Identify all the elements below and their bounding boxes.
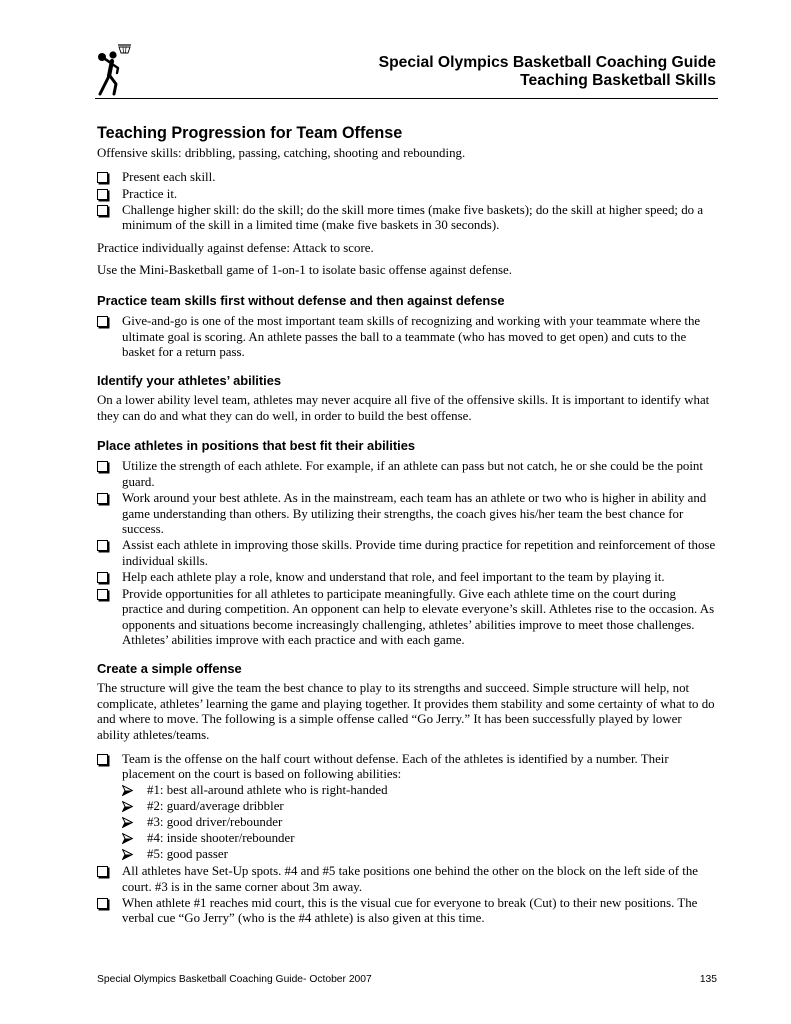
- text-line: Present each skill.: [122, 170, 216, 185]
- text-line: On a lower ability level team, athletes may never acquire all five of the offensive skills. It is important to identify what: [97, 393, 710, 408]
- checkbox-list-item: [97, 587, 757, 649]
- arrow-list-item: [97, 815, 757, 831]
- text-line: basket for a return pass.: [122, 345, 245, 360]
- checkbox-list-item: [97, 314, 757, 361]
- text-line: Assist each athlete in improving those skills. Provide time during practice for repetition and reinforcement of those: [122, 538, 716, 553]
- chapter-title: Teaching Basketball Skills: [520, 72, 716, 89]
- page-body: [97, 124, 757, 927]
- checkbox-list-item: [97, 570, 757, 586]
- paragraph: [97, 393, 757, 424]
- text-line: Offensive skills: dribbling, passing, catching, shooting and rebounding.: [97, 146, 466, 161]
- text-line: Place athletes in positions that best fit their abilities: [97, 438, 416, 454]
- text-line: Provide opportunities for all athletes to participate meaningfully. Give each athlete time on the court during: [122, 586, 677, 601]
- text-line: practice and during competition. An opponent can help to elevate everyone’s skill. Athletes rise to the occasion. As: [122, 602, 715, 617]
- arrow-list-item: [97, 831, 757, 847]
- checkbox-icon: [97, 898, 108, 909]
- arrow-bullet-icon: [122, 801, 133, 812]
- text-line: Work around your best athlete. As in the mainstream, each team has an athlete or two who is higher in ability and: [122, 491, 707, 506]
- text-line: Practice team skills first without defense and then against defense: [97, 292, 505, 308]
- header-divider: [95, 98, 718, 99]
- checkbox-list-item: [97, 752, 757, 783]
- arrow-list-item: [97, 847, 757, 863]
- text-line: #4: inside shooter/rebounder: [147, 831, 295, 846]
- checkbox-list-item: [97, 491, 757, 538]
- checkbox-list-item: [97, 170, 757, 186]
- text-line: #3: good driver/rebounder: [147, 815, 283, 830]
- text-line: ultimate goal is scoring. An athlete passes the ball to a teammate (who has moved to get open) and cuts to the: [122, 329, 687, 344]
- text-line: minimum of the skill in a limited time (make five baskets in 30 seconds).: [122, 218, 500, 233]
- text-line: Team is the offense on the half court without defense. Each of the athletes is identified by a number. Their: [122, 751, 669, 766]
- checkbox-list-item: [97, 459, 757, 490]
- text-line: verbal cue “Go Jerry” (who is the #4 athlete) is also given at this time.: [122, 911, 485, 926]
- checkbox-icon: [97, 461, 108, 472]
- basketball-player-icon: [94, 42, 134, 98]
- subsection-heading: [97, 661, 757, 677]
- text-line: All athletes have Set-Up spots. #4 and #5 take positions one behind the other on the block on the left side of the: [122, 864, 699, 879]
- text-line: guard.: [122, 474, 155, 489]
- text-line: complicate, athletes’ learning the game and playing together. It provides them stability and some certainty of what to do: [97, 696, 715, 711]
- paragraph: [97, 241, 757, 257]
- arrow-list-item: [97, 783, 757, 799]
- checkbox-list-item: [97, 896, 757, 927]
- checkbox-list-item: [97, 187, 757, 203]
- checkbox-list-item: [97, 538, 757, 569]
- text-line: Identify your athletes’ abilities: [97, 372, 282, 388]
- text-line: The structure will give the team the best chance to play to its strengths and succeed. Simple structure will help, not: [97, 681, 690, 696]
- arrow-bullet-icon: [122, 817, 133, 828]
- text-line: Use the Mini-Basketball game of 1-on-1 to isolate basic offense against defense.: [97, 263, 513, 278]
- checkbox-list-item: [97, 864, 757, 895]
- text-line: success.: [122, 522, 164, 537]
- text-line: placement on the court is based on following abilities:: [122, 767, 402, 782]
- subsection-heading: [97, 293, 757, 309]
- checkbox-icon: [97, 866, 108, 877]
- checkbox-icon: [97, 189, 108, 200]
- text-line: #2: guard/average dribbler: [147, 799, 284, 814]
- text-line: opponents and situations become increasingly challenging, athletes’ abilities improve to meet those challenges.: [122, 617, 695, 632]
- paragraph: [97, 146, 757, 162]
- text-line: individual skills.: [122, 553, 208, 568]
- subsection-heading: [97, 373, 757, 389]
- checkbox-icon: [97, 205, 108, 216]
- text-line: Practice individually against defense: Attack to score.: [97, 241, 374, 256]
- text-line: they can do and what they can do well, in order to build the best offense.: [97, 408, 472, 423]
- text-line: Challenge higher skill: do the skill; do the skill more times (make five baskets); do the skill at higher speed; do a: [122, 202, 704, 217]
- page-number: 135: [699, 974, 717, 985]
- footer-text: Special Olympics Basketball Coaching Guide- October 2007: [97, 974, 372, 985]
- text-line: court. #3 is in the same corner about 3m away.: [122, 879, 363, 894]
- checkbox-icon: [97, 589, 108, 600]
- text-line: Create a simple offense: [97, 660, 242, 676]
- checkbox-icon: [97, 754, 108, 765]
- text-line: Help each athlete play a role, know and understand that role, and feel important to the team by playing it.: [122, 570, 665, 585]
- checkbox-icon: [97, 540, 108, 551]
- guide-title: Special Olympics Basketball Coaching Guide: [378, 54, 716, 71]
- text-line: #5: good passer: [147, 847, 228, 862]
- paragraph: [97, 263, 757, 279]
- checkbox-icon: [97, 172, 108, 183]
- text-line: When athlete #1 reaches mid court, this is the visual cue for everyone to break (Cut) to their new positions. The: [122, 895, 698, 910]
- subsection-heading: [97, 438, 757, 454]
- text-line: game understanding than others. By utilizing their strengths, the coach gives his/her team the best chance for: [122, 506, 684, 521]
- text-line: Athletes’ abilities improve with each practice and with each game.: [122, 633, 465, 648]
- section-heading: [97, 124, 757, 143]
- arrow-bullet-icon: [122, 785, 133, 796]
- checkbox-icon: [97, 316, 108, 327]
- arrow-list-item: [97, 799, 757, 815]
- checkbox-icon: [97, 572, 108, 583]
- text-line: Utilize the strength of each athlete. For example, if an athlete can pass but not catch, he or she could be the point: [122, 459, 703, 474]
- text-line: Give-and-go is one of the most important team skills of recognizing and working with your teammate where the: [122, 314, 701, 329]
- text-line: ability athletes/teams.: [97, 727, 210, 742]
- checkbox-list-item: [97, 203, 757, 234]
- running-header: [379, 54, 716, 90]
- text-line: #1: best all-around athlete who is right-handed: [147, 783, 388, 798]
- arrow-bullet-icon: [122, 849, 133, 860]
- checkbox-icon: [97, 493, 108, 504]
- text-line: and where to move. The following is a simple offense called “Go Jerry.” It has been successfully played by lower: [97, 712, 682, 727]
- arrow-bullet-icon: [122, 833, 133, 844]
- text-line: Teaching Progression for Team Offense: [97, 123, 403, 142]
- text-line: Practice it.: [122, 186, 178, 201]
- paragraph: [97, 681, 757, 743]
